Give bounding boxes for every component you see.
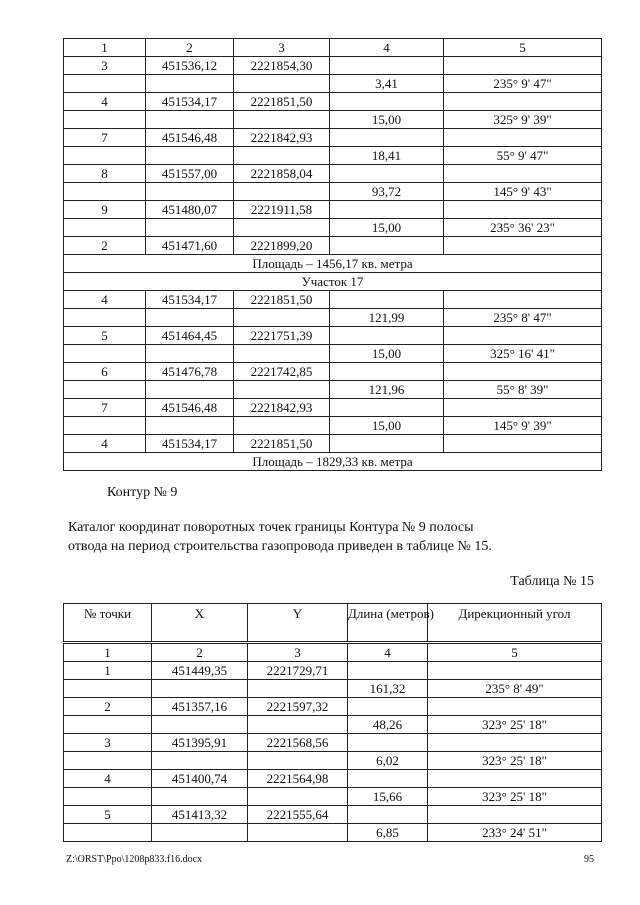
empty-cell <box>428 806 602 824</box>
empty-cell <box>348 806 428 824</box>
header-row <box>64 604 602 643</box>
point-number-cell: 4 <box>64 770 152 788</box>
empty-cell <box>330 399 444 417</box>
empty-cell <box>146 381 234 399</box>
length-cell: 3,41 <box>330 75 444 93</box>
angle-cell: 235° 36' 23" <box>444 219 602 237</box>
point-number-cell: 5 <box>64 327 146 345</box>
summary-row <box>64 255 602 273</box>
x-coordinate-cell: 451480,07 <box>146 201 234 219</box>
y-coordinate-cell: 2221858,04 <box>234 165 330 183</box>
segment-row <box>64 788 602 806</box>
point-number-cell: 6 <box>64 363 146 381</box>
empty-cell <box>444 165 602 183</box>
segment-row <box>64 381 602 399</box>
empty-cell <box>64 219 146 237</box>
length-cell: 15,00 <box>330 111 444 129</box>
x-coordinate-cell: 451536,12 <box>146 57 234 75</box>
y-coordinate-cell: 2221568,56 <box>248 734 348 752</box>
x-coordinate-cell: 451395,91 <box>152 734 248 752</box>
empty-cell <box>64 752 152 770</box>
empty-cell <box>330 327 444 345</box>
empty-cell <box>234 417 330 435</box>
segment-row <box>64 111 602 129</box>
x-coordinate-cell: 451534,17 <box>146 291 234 309</box>
point-row <box>64 93 602 111</box>
column-number: 1 <box>64 39 146 57</box>
point-number-cell: 3 <box>64 734 152 752</box>
column-number: 4 <box>348 643 428 662</box>
empty-cell <box>444 201 602 219</box>
column-number-row <box>64 643 602 662</box>
angle-cell: 233° 24' 51" <box>428 824 602 842</box>
length-cell: 161,32 <box>348 680 428 698</box>
point-number-cell: 2 <box>64 237 146 255</box>
empty-cell <box>444 93 602 111</box>
length-cell: 15,66 <box>348 788 428 806</box>
column-header: Дирекционный угол <box>428 604 602 643</box>
summary-row <box>64 453 602 471</box>
empty-cell <box>330 57 444 75</box>
empty-cell <box>428 662 602 680</box>
column-number: 2 <box>146 39 234 57</box>
x-coordinate-cell: 451357,16 <box>152 698 248 716</box>
y-coordinate-cell: 2221751,39 <box>234 327 330 345</box>
segment-row <box>64 752 602 770</box>
point-number-cell: 1 <box>64 662 152 680</box>
x-coordinate-cell: 451413,32 <box>152 806 248 824</box>
x-coordinate-cell: 451464,45 <box>146 327 234 345</box>
empty-cell <box>146 345 234 363</box>
y-coordinate-cell: 2221842,93 <box>234 129 330 147</box>
empty-cell <box>248 716 348 734</box>
column-number: 5 <box>428 643 602 662</box>
empty-cell <box>348 734 428 752</box>
empty-cell <box>234 147 330 165</box>
empty-cell <box>234 309 330 327</box>
summary-row <box>64 273 602 291</box>
empty-cell <box>234 219 330 237</box>
x-coordinate-cell: 451546,48 <box>146 399 234 417</box>
empty-cell <box>444 435 602 453</box>
point-number-cell: 7 <box>64 399 146 417</box>
angle-cell: 145° 9' 39" <box>444 417 602 435</box>
column-number-row <box>64 39 602 57</box>
point-number-cell: 9 <box>64 201 146 219</box>
point-number-cell: 8 <box>64 165 146 183</box>
footer-file-path: Z:\ORST\Ppo\1208p833.f16.docx <box>66 854 203 865</box>
point-row <box>64 770 602 788</box>
y-coordinate-cell: 2221842,93 <box>234 399 330 417</box>
angle-cell: 235° 8' 47" <box>444 309 602 327</box>
summary-cell: Участок 17 <box>64 273 602 291</box>
empty-cell <box>234 111 330 129</box>
length-cell: 93,72 <box>330 183 444 201</box>
empty-cell <box>330 237 444 255</box>
angle-cell: 323° 25' 18" <box>428 716 602 734</box>
empty-cell <box>146 75 234 93</box>
point-number-cell: 2 <box>64 698 152 716</box>
empty-cell <box>146 309 234 327</box>
coordinates-table-15 <box>63 603 602 842</box>
empty-cell <box>152 752 248 770</box>
point-row <box>64 57 602 75</box>
y-coordinate-cell: 2221851,50 <box>234 93 330 111</box>
table-label: Таблица № 15 <box>510 574 594 589</box>
column-number: 5 <box>444 39 602 57</box>
empty-cell <box>152 824 248 842</box>
point-row <box>64 363 602 381</box>
column-number: 4 <box>330 39 444 57</box>
segment-row <box>64 219 602 237</box>
point-row <box>64 662 602 680</box>
point-row <box>64 399 602 417</box>
column-header: X <box>152 604 248 643</box>
length-cell: 15,00 <box>330 219 444 237</box>
y-coordinate-cell: 2221851,50 <box>234 291 330 309</box>
angle-cell: 323° 25' 18" <box>428 788 602 806</box>
empty-cell <box>248 680 348 698</box>
empty-cell <box>428 770 602 788</box>
point-number-cell: 4 <box>64 291 146 309</box>
x-coordinate-cell: 451534,17 <box>146 93 234 111</box>
x-coordinate-cell: 451476,78 <box>146 363 234 381</box>
empty-cell <box>64 824 152 842</box>
empty-cell <box>348 662 428 680</box>
empty-cell <box>64 309 146 327</box>
footer-page-number: 95 <box>584 854 594 865</box>
point-number-cell: 4 <box>64 435 146 453</box>
empty-cell <box>64 716 152 734</box>
segment-row <box>64 680 602 698</box>
empty-cell <box>444 57 602 75</box>
empty-cell <box>146 417 234 435</box>
x-coordinate-cell: 451471,60 <box>146 237 234 255</box>
empty-cell <box>348 770 428 788</box>
empty-cell <box>330 165 444 183</box>
segment-row <box>64 309 602 327</box>
summary-cell: Площадь – 1829,33 кв. метра <box>64 453 602 471</box>
y-coordinate-cell: 2221854,30 <box>234 57 330 75</box>
x-coordinate-cell: 451546,48 <box>146 129 234 147</box>
y-coordinate-cell: 2221729,71 <box>248 662 348 680</box>
catalog-paragraph-line-1: Каталог координат поворотных точек границы Контура № 9 полосы <box>68 520 474 535</box>
empty-cell <box>146 111 234 129</box>
empty-cell <box>330 201 444 219</box>
empty-cell <box>444 129 602 147</box>
empty-cell <box>234 381 330 399</box>
empty-cell <box>444 237 602 255</box>
point-row <box>64 201 602 219</box>
angle-cell: 235° 8' 49" <box>428 680 602 698</box>
column-header: Длина (метров) <box>348 604 428 643</box>
segment-row <box>64 183 602 201</box>
empty-cell <box>444 363 602 381</box>
empty-cell <box>444 291 602 309</box>
segment-row <box>64 417 602 435</box>
x-coordinate-cell: 451400,74 <box>152 770 248 788</box>
coordinates-table-continued <box>63 38 602 471</box>
summary-cell: Площадь – 1456,17 кв. метра <box>64 255 602 273</box>
segment-row <box>64 716 602 734</box>
empty-cell <box>248 788 348 806</box>
empty-cell <box>64 417 146 435</box>
length-cell: 6,02 <box>348 752 428 770</box>
empty-cell <box>64 75 146 93</box>
x-coordinate-cell: 451557,00 <box>146 165 234 183</box>
angle-cell: 235° 9' 47" <box>444 75 602 93</box>
empty-cell <box>146 147 234 165</box>
point-row <box>64 291 602 309</box>
angle-cell: 145° 9' 43" <box>444 183 602 201</box>
point-number-cell: 7 <box>64 129 146 147</box>
contour-heading: Контур № 9 <box>107 485 178 500</box>
point-number-cell: 4 <box>64 93 146 111</box>
column-header: Y <box>248 604 348 643</box>
point-row <box>64 734 602 752</box>
length-cell: 15,00 <box>330 417 444 435</box>
empty-cell <box>330 363 444 381</box>
empty-cell <box>152 680 248 698</box>
empty-cell <box>428 734 602 752</box>
length-cell: 121,96 <box>330 381 444 399</box>
empty-cell <box>428 698 602 716</box>
empty-cell <box>444 327 602 345</box>
angle-cell: 55° 9' 47" <box>444 147 602 165</box>
column-header: № точки <box>64 604 152 643</box>
length-cell: 15,00 <box>330 345 444 363</box>
point-row <box>64 435 602 453</box>
empty-cell <box>330 291 444 309</box>
length-cell: 121,99 <box>330 309 444 327</box>
point-number-cell: 5 <box>64 806 152 824</box>
point-row <box>64 806 602 824</box>
empty-cell <box>248 824 348 842</box>
y-coordinate-cell: 2221911,58 <box>234 201 330 219</box>
empty-cell <box>234 345 330 363</box>
empty-cell <box>64 345 146 363</box>
angle-cell: 325° 9' 39" <box>444 111 602 129</box>
empty-cell <box>152 716 248 734</box>
y-coordinate-cell: 2221899,20 <box>234 237 330 255</box>
segment-row <box>64 75 602 93</box>
x-coordinate-cell: 451534,17 <box>146 435 234 453</box>
column-number: 3 <box>234 39 330 57</box>
empty-cell <box>234 183 330 201</box>
point-row <box>64 698 602 716</box>
empty-cell <box>444 399 602 417</box>
y-coordinate-cell: 2221851,50 <box>234 435 330 453</box>
angle-cell: 325° 16' 41" <box>444 345 602 363</box>
y-coordinate-cell: 2221597,32 <box>248 698 348 716</box>
angle-cell: 323° 25' 18" <box>428 752 602 770</box>
length-cell: 48,26 <box>348 716 428 734</box>
segment-row <box>64 147 602 165</box>
x-coordinate-cell: 451449,35 <box>152 662 248 680</box>
column-number: 2 <box>152 643 248 662</box>
point-row <box>64 327 602 345</box>
y-coordinate-cell: 2221564,98 <box>248 770 348 788</box>
empty-cell <box>64 111 146 129</box>
empty-cell <box>64 381 146 399</box>
empty-cell <box>234 75 330 93</box>
angle-cell: 55° 8' 39" <box>444 381 602 399</box>
y-coordinate-cell: 2221555,64 <box>248 806 348 824</box>
empty-cell <box>330 93 444 111</box>
segment-row <box>64 345 602 363</box>
empty-cell <box>248 752 348 770</box>
empty-cell <box>64 680 152 698</box>
empty-cell <box>64 183 146 201</box>
point-row <box>64 237 602 255</box>
empty-cell <box>64 788 152 806</box>
empty-cell <box>64 147 146 165</box>
length-cell: 18,41 <box>330 147 444 165</box>
catalog-paragraph-line-2: отвода на период строительства газопровода приведен в таблице № 15. <box>68 539 492 554</box>
empty-cell <box>330 435 444 453</box>
y-coordinate-cell: 2221742,85 <box>234 363 330 381</box>
point-row <box>64 129 602 147</box>
segment-row <box>64 824 602 842</box>
point-number-cell: 3 <box>64 57 146 75</box>
empty-cell <box>146 219 234 237</box>
empty-cell <box>146 183 234 201</box>
point-row <box>64 165 602 183</box>
empty-cell <box>152 788 248 806</box>
length-cell: 6,85 <box>348 824 428 842</box>
column-number: 3 <box>248 643 348 662</box>
empty-cell <box>330 129 444 147</box>
column-number: 1 <box>64 643 152 662</box>
empty-cell <box>348 698 428 716</box>
